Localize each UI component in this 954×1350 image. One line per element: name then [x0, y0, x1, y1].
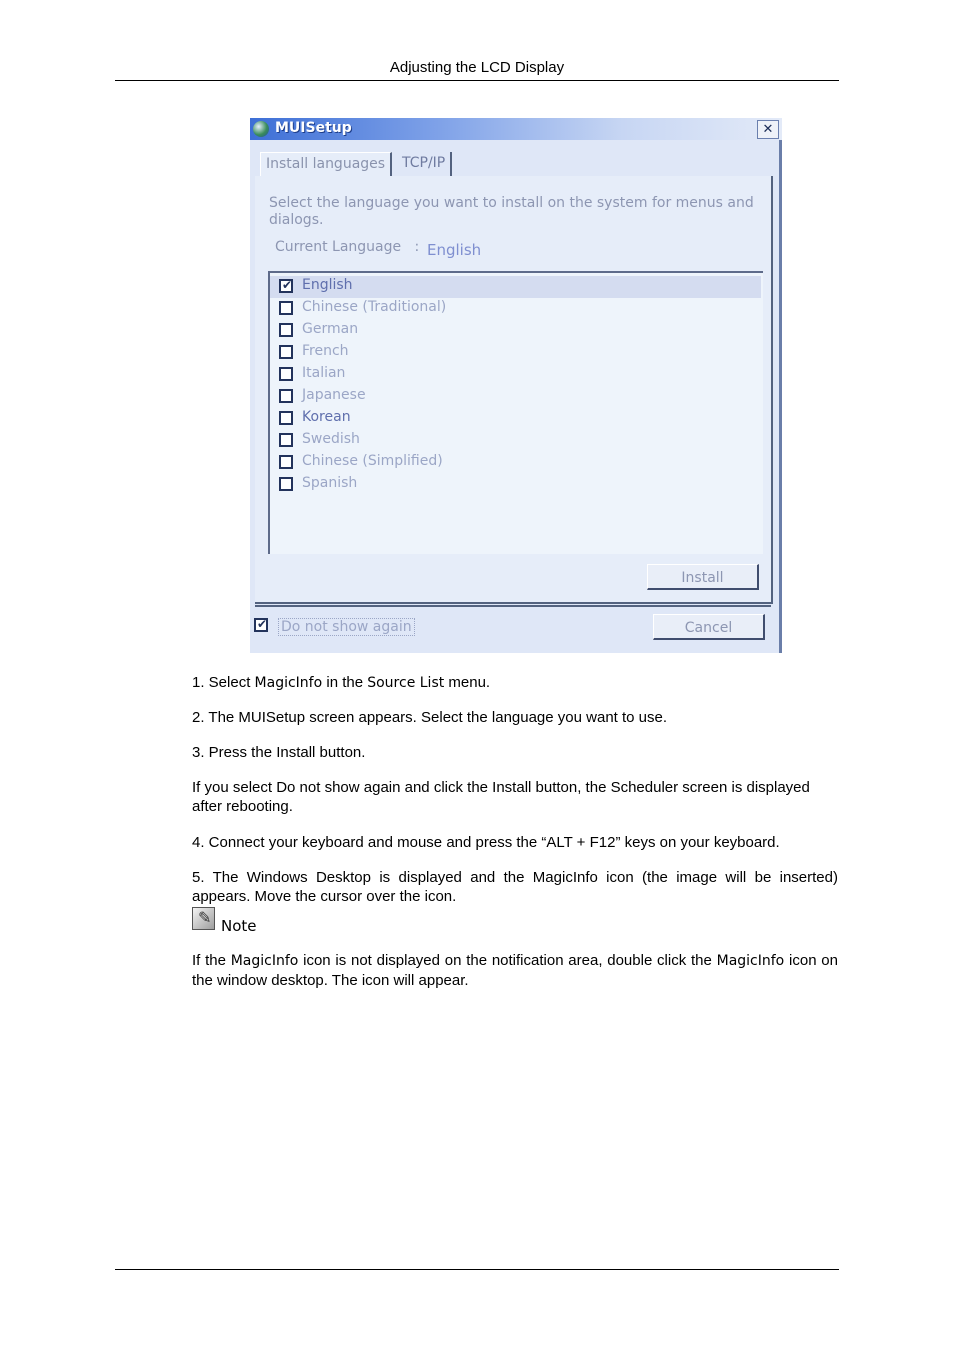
language-label: Swedish — [302, 431, 360, 447]
source-list-term: Source List — [367, 675, 445, 691]
language-checkbox[interactable] — [279, 411, 293, 425]
language-checkbox[interactable] — [279, 279, 293, 293]
language-item[interactable] — [270, 386, 761, 408]
info-paragraph: If you select Do not show again and click the Install button, the Scheduler screen is displayed after rebooting. — [192, 779, 810, 815]
tab-install-languages[interactable]: Install languages — [260, 152, 392, 177]
language-label: French — [302, 343, 349, 359]
magicinfo-term: MagicInfo — [716, 953, 785, 969]
muisetup-dialog — [250, 118, 782, 653]
instruction-text: Select the language you want to install on the system for menus and dialogs. — [269, 195, 754, 228]
language-checkbox[interactable] — [279, 323, 293, 337]
language-label: Spanish — [302, 475, 358, 491]
dialog-separator — [255, 605, 771, 607]
language-item[interactable] — [270, 364, 761, 386]
language-checkbox[interactable] — [279, 367, 293, 381]
language-item[interactable] — [270, 452, 761, 474]
tab-tcp-ip[interactable]: TCP/IP — [397, 152, 452, 176]
cancel-button[interactable]: Cancel — [653, 614, 765, 640]
language-checkbox[interactable] — [279, 433, 293, 447]
dialog-titlebar[interactable] — [250, 118, 782, 140]
language-item[interactable] — [270, 342, 761, 364]
check-icon: ✔ — [257, 617, 268, 631]
step-1: 1. Select MagicInfo in the Source List menu. — [192, 674, 491, 691]
language-list[interactable] — [268, 271, 763, 554]
language-item[interactable] — [270, 474, 761, 496]
language-label: Japanese — [302, 387, 366, 403]
language-label: Italian — [302, 365, 346, 381]
language-checkbox[interactable] — [279, 455, 293, 469]
install-button[interactable]: Install — [647, 564, 759, 590]
current-language-label: Current Language : — [275, 239, 420, 255]
note-label: Note — [221, 917, 257, 935]
dialog-title: MUISetup — [275, 120, 352, 136]
do-not-show-label[interactable]: Do not show again — [278, 618, 415, 636]
language-checkbox[interactable] — [279, 301, 293, 315]
language-label: German — [302, 321, 359, 337]
step-5: 5. The Windows Desktop is displayed and the MagicInfo icon (the image will be inserted) appears. Move the cursor over the icon. — [192, 869, 838, 905]
step-3: 3. Press the Install button. — [192, 744, 366, 761]
magicinfo-term: MagicInfo — [230, 953, 299, 969]
language-item[interactable] — [270, 298, 761, 320]
note-icon: ✎ — [192, 907, 215, 930]
language-label: Korean — [302, 409, 351, 425]
dialog-border — [779, 140, 782, 653]
magicinfo-term: MagicInfo — [254, 675, 323, 691]
globe-icon — [253, 121, 269, 137]
step-2: 2. The MUISetup screen appears. Select the language you want to use. — [192, 709, 668, 726]
page-header: Adjusting the LCD Display — [389, 59, 565, 76]
language-item[interactable] — [270, 408, 761, 430]
footer-rule — [115, 1269, 839, 1270]
language-item[interactable] — [270, 430, 761, 452]
header-rule — [115, 80, 839, 81]
language-item[interactable] — [270, 276, 761, 298]
language-checkbox[interactable] — [279, 389, 293, 403]
step-4: 4. Connect your keyboard and mouse and press the “ALT + F12” keys on your keyboard. — [192, 834, 780, 851]
check-icon: ✔ — [282, 278, 293, 292]
language-label: Chinese (Simplified) — [302, 453, 443, 469]
do-not-show-checkbox[interactable] — [254, 618, 268, 632]
language-label: English — [302, 277, 353, 293]
close-button[interactable]: ✕ — [757, 120, 779, 139]
language-label: Chinese (Traditional) — [302, 299, 447, 315]
note-paragraph: If the MagicInfo icon is not displayed on the notification area, double click the MagicInfo icon on the window desktop. The icon will appear. — [192, 952, 838, 989]
current-language-value: English — [427, 241, 482, 259]
language-checkbox[interactable] — [279, 345, 293, 359]
language-item[interactable] — [270, 320, 761, 342]
language-checkbox[interactable] — [279, 477, 293, 491]
